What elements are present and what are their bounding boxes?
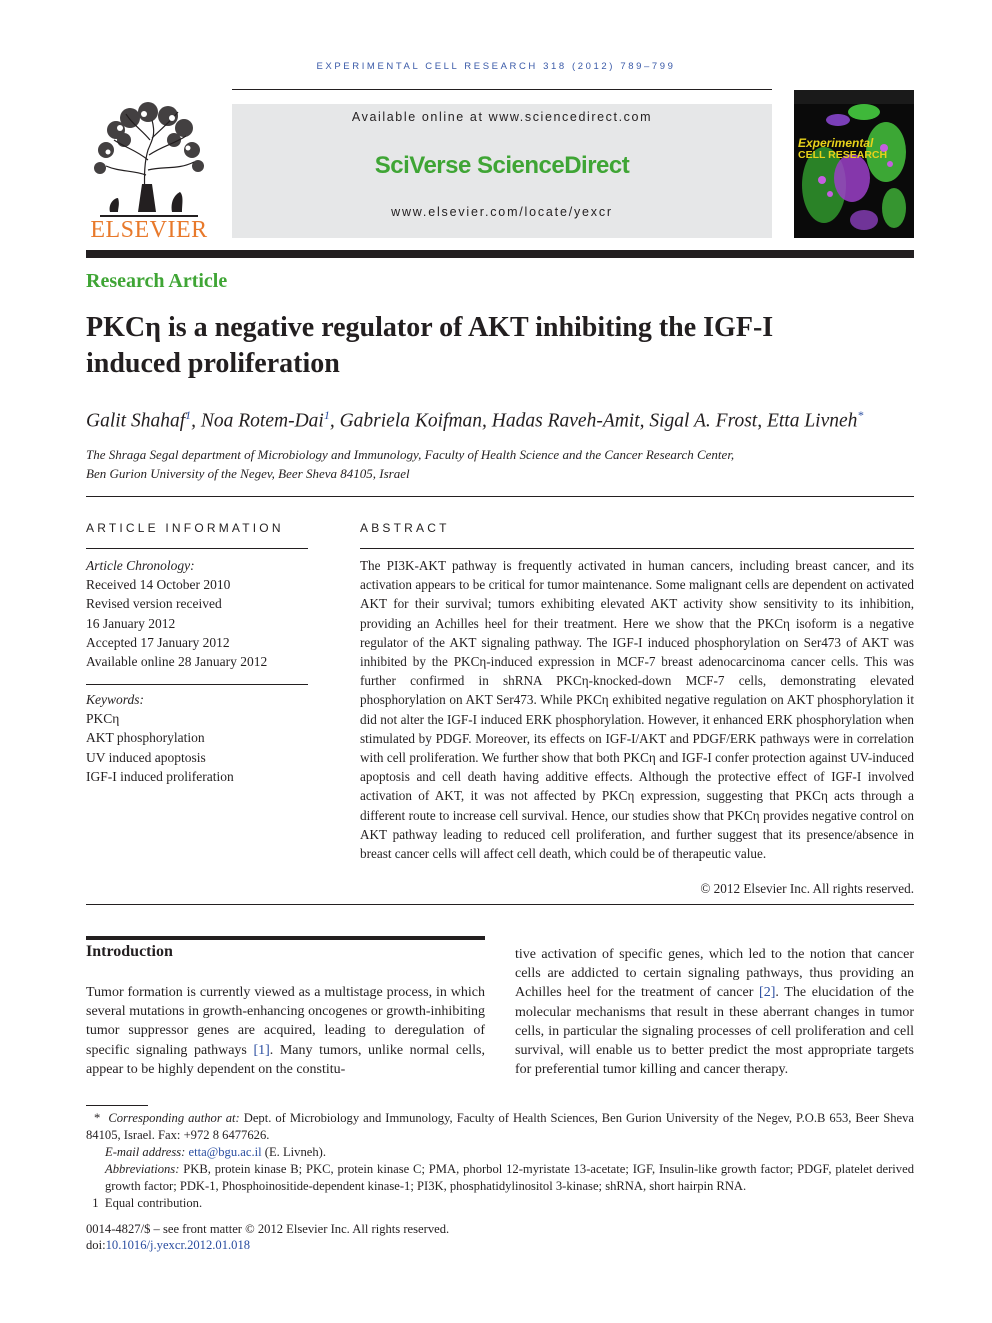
intro-text: . The elucidation of the molecular mechanisms that result in these aberrant changes in tumor cells, in particular the signaling processes of cell proliferation and cell survival, will enable us to better predict the most appropriate targets for preferential tumor killing and cancer therapy. xyxy=(515,985,914,1078)
author-2[interactable]: , Noa Rotem-Dai xyxy=(191,410,324,432)
chronology-item: Received 14 October 2010 xyxy=(86,577,231,593)
doi-line xyxy=(86,1238,250,1253)
article-chronology xyxy=(86,556,308,671)
section-rule xyxy=(86,936,485,940)
intro-column-2 xyxy=(515,945,914,1079)
sciverse-sciencedirect-title: SciVerse ScienceDirect xyxy=(374,152,630,179)
intro-text: Tumor formation is currently viewed as a multistage process, in which several mutations in growth-enhancing oncogenes or growth-inhibiting tumor suppressor genes are acquired, leading to deregulation of specific signaling pathways xyxy=(86,985,485,1058)
authors-rest[interactable]: , Gabriela Koifman, Hadas Raveh-Amit, Sigal A. Frost, Etta Livneh xyxy=(329,410,858,432)
intro-text: . Many tumors, unlike normal cells, appear to be highly dependent on the constitu- xyxy=(86,1042,485,1077)
corresponding-mark[interactable]: * xyxy=(857,408,864,422)
article-title xyxy=(86,310,866,382)
divider xyxy=(86,496,914,497)
introduction-heading: Introduction xyxy=(86,943,173,960)
divider xyxy=(86,684,308,685)
journal-url: www.elsevier.com/locate/yexcr xyxy=(391,205,613,219)
abbrev-text: PKB, protein kinase B; PKC, protein kinase C; PMA, phorbol 12-myristate 13-acetate; IGF, Insulin-like growth factor; PDGF, platelet derived growth factor; PDK-1, Phosphoinositide-dependent kinase-1; PI3K, phosphatidylinositol 3-kinase; shRNA, short hairpin RNA. xyxy=(105,1162,914,1193)
email-label: E-mail address: xyxy=(105,1145,189,1159)
header-thick-rule xyxy=(86,250,914,258)
corresponding-author-note xyxy=(86,1110,914,1144)
header-rule xyxy=(232,89,772,90)
corr-label: Corresponding author at: xyxy=(108,1111,240,1125)
keyword: AKT phosphorylation xyxy=(86,730,205,746)
chronology-item: Revised version received xyxy=(86,596,222,612)
author-list xyxy=(86,408,916,433)
article-info-heading: ARTICLE INFORMATION xyxy=(86,521,284,535)
cover-title-1: Experimental xyxy=(798,136,874,150)
chronology-label: Article Chronology: xyxy=(86,558,195,573)
chronology-item: Accepted 17 January 2012 xyxy=(86,634,230,650)
abstract-text: The PI3K-AKT pathway is frequently activated in human cancers, including breast cancer, and its activation appears to be critical for tumor maintenance. Some malignant cells are dependent on activated AKT for their survival; tumors exhibiting elevated AKT activity show sensitivity to its inhibition, providing an Achilles heel for their treatment. Here we show that the PKCη isoform is a negative regulator of the AKT signaling pathway. The IGF-I induced phosphorylation on Ser473 of AKT was inhibited by the PKCη-induced expression in MCF-7 breast adenocarcinoma cancer cells. This was further confirmed in shRNA PKCη-knocked-down MCF-7 cells, demonstrating elevated phosphorylation on AKT Ser473. While PKCη exhibited negative regulation on AKT phosphorylation it did not alter the IGF-I induced ERK phosphorylation. However, it enhanced ERK phosphorylation when stimulated by PDGF. Moreover, its effects on IGF-I/AKT and PDGF/ERK pathways were in correlation with cell proliferation. We further show that both PKCη and IGF-I confer protection against UV-induced apoptosis and cell death having additive effects. Although the protective effect of IGF-I involved activation of AKT, it was not affected by PKCη expression, suggesting that PKCη acts through a different route to increase cell survival. Hence, our studies show that PKCη provides negative control on AKT pathway leading to reduced cell proliferation, and further suggest that its presence/absence in breast cancer cells will affect cell death, which could be of therapeutic value. xyxy=(360,558,914,862)
intro-column-1 xyxy=(86,983,485,1079)
title-line-1: PKCη is a negative regulator of AKT inhibiting the IGF-I xyxy=(86,312,774,343)
divider xyxy=(86,904,914,905)
chronology-item: Available online 28 January 2012 xyxy=(86,654,268,670)
journal-cover-image xyxy=(794,90,914,238)
abstract-copyright: © 2012 Elsevier Inc. All rights reserved. xyxy=(700,881,914,896)
chronology-item: 16 January 2012 xyxy=(86,615,176,631)
affiliation-line-2: Ben Gurion University of the Negev, Beer Sheva 84105, Israel xyxy=(86,466,410,481)
cover-art xyxy=(794,90,914,238)
divider xyxy=(360,548,914,549)
intro-text: tive activation of specific genes, which led to the notion that cancer cells are addicted to certain signaling pathways, thus providing an Achilles heel for the treatment of cancer xyxy=(515,947,914,1001)
available-online-text: Available online at www.sciencedirect.com xyxy=(351,110,653,124)
footnote-rule xyxy=(86,1105,148,1106)
article-type-label: Research Article xyxy=(86,270,228,292)
email-link[interactable]: etta@bgu.ac.il xyxy=(188,1145,262,1159)
equal-contribution-note xyxy=(86,1195,914,1212)
email-note xyxy=(86,1144,914,1161)
author-1-mark[interactable]: 1 xyxy=(185,408,192,422)
keyword: PKCη xyxy=(86,711,120,727)
affiliation-line-1: The Shraga Segal department of Microbiology and Immunology, Faculty of Health Science and the Cancer Research Center, xyxy=(86,447,735,462)
author-2-mark[interactable]: 1 xyxy=(323,408,330,422)
corresponding-mark: * xyxy=(94,1111,101,1125)
issn-line: 0014-4827/$ – see front matter © 2012 Elsevier Inc. All rights reserved. xyxy=(86,1222,450,1236)
abstract-heading: ABSTRACT xyxy=(360,521,450,535)
reference-link[interactable]: [2] xyxy=(759,985,776,1001)
email-suffix: (E. Livneh). xyxy=(261,1145,326,1159)
abbrev-label: Abbreviations: xyxy=(105,1162,180,1176)
keyword: IGF-I induced proliferation xyxy=(86,768,234,784)
reference-link[interactable]: [1] xyxy=(253,1042,270,1058)
abbreviations-note xyxy=(86,1161,914,1195)
equal-mark: 1 xyxy=(92,1196,99,1210)
corr-text: Dept. of Microbiology and Immunology, Faculty of Health Sciences, Ben Gurion University of the Negev, P.O.B 653, Beer Sheva 84105, Israel. Fax: +972 8 6477626. xyxy=(86,1111,914,1142)
author-1[interactable]: Galit Shahaf xyxy=(86,410,186,432)
keywords-label: Keywords: xyxy=(86,692,144,707)
doi-label: doi: xyxy=(86,1238,106,1252)
affiliation xyxy=(86,445,846,483)
keywords xyxy=(86,690,308,786)
divider xyxy=(86,548,308,549)
keyword: UV induced apoptosis xyxy=(86,749,206,765)
doi-link[interactable]: 10.1016/j.yexcr.2012.01.018 xyxy=(105,1238,251,1252)
journal-citation: EXPERIMENTAL CELL RESEARCH 318 (2012) 789–799 xyxy=(316,61,676,72)
equal-text: Equal contribution. xyxy=(104,1196,203,1210)
elsevier-wordmark: ELSEVIER xyxy=(90,217,208,243)
title-line-2: induced proliferation xyxy=(86,348,340,379)
cover-title-2: CELL RESEARCH xyxy=(798,149,888,161)
